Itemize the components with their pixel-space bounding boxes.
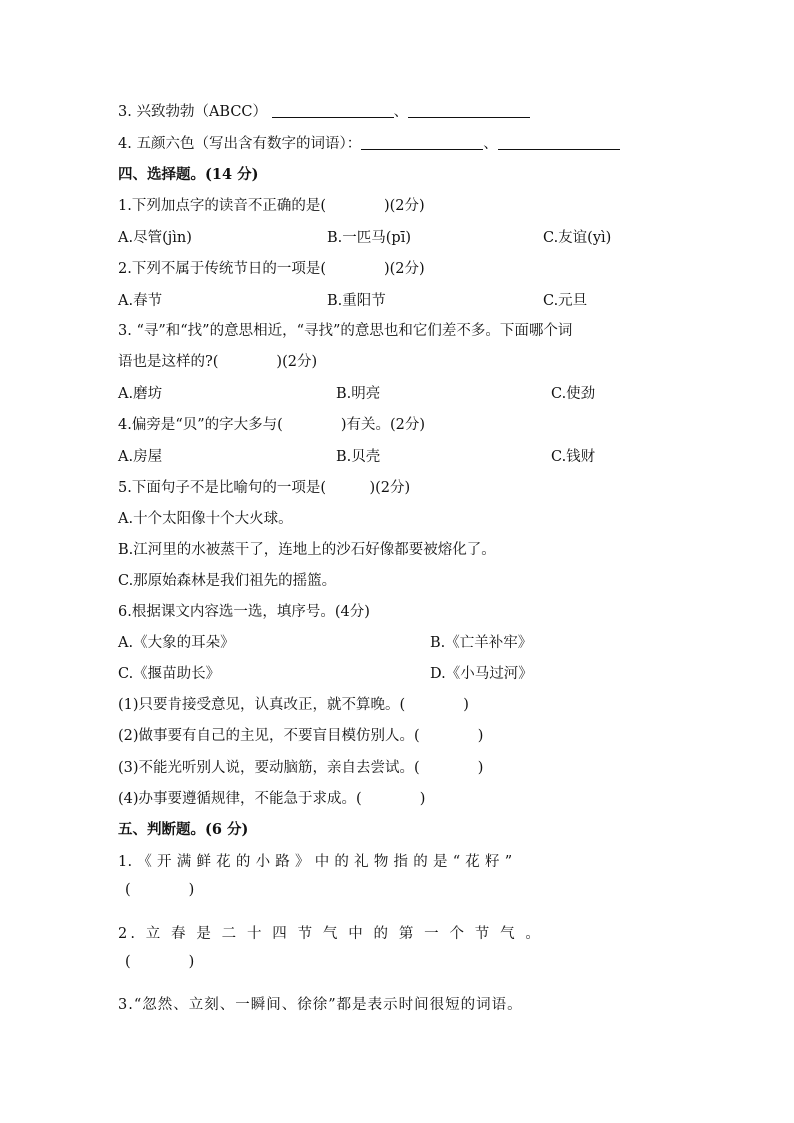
s4-q6-option-c: C.《揠苗助长》	[118, 666, 221, 682]
s4-q3-line-2: 语也是这样的?( )(2分)	[118, 354, 318, 370]
s4-q1-option-c[interactable]: C.友谊(yì)	[543, 230, 612, 246]
s3-q4-blank-1[interactable]	[361, 135, 483, 150]
s3-q4-sep: 、	[483, 136, 498, 152]
s4-q4-text: 4.偏旁是“贝”的字大多与( )有关。(2分)	[118, 417, 426, 433]
s3-q4	[118, 135, 620, 153]
s4-q2-option-b[interactable]: B.重阳节	[327, 293, 386, 309]
s4-q6-item-1[interactable]: (1)只要肯接受意见，认真改正，就不算晚。( )	[118, 697, 469, 713]
s4-q1-text: 1.下列加点字的读音不正确的是( )(2分)	[118, 198, 425, 214]
s4-q4-option-c[interactable]: C.钱财	[551, 449, 596, 465]
s4-q3-option-b[interactable]: B.明亮	[336, 386, 381, 402]
s3-q3-blank-1[interactable]	[272, 103, 394, 118]
s3-q3-sep: 、	[393, 104, 409, 120]
s4-q5-option-c[interactable]: C.那原始森林是我们祖先的摇篮。	[118, 573, 337, 589]
s3-q4-blank-2[interactable]	[498, 135, 620, 150]
s4-q2-text: 2.下列不属于传统节日的一项是( )(2分)	[118, 261, 425, 277]
s4-q6-item-2[interactable]: (2)做事要有自己的主见，不要盲目模仿别人。( )	[118, 728, 484, 744]
s4-q6-option-b: B.《亡羊补牢》	[430, 635, 533, 651]
s4-q4-option-b[interactable]: B.贝壳	[336, 449, 381, 465]
s4-q2-option-c[interactable]: C.元旦	[543, 293, 588, 309]
section-5-heading: 五、判断题。(6 分)	[118, 821, 249, 838]
s3-q3-prefix: 3. 兴致勃勃（ABCC）	[118, 104, 268, 120]
s4-q6-item-3[interactable]: (3)不能光听别人说，要动脑筋，亲自去尝试。( )	[118, 760, 484, 776]
s4-q5-text: 5.下面句子不是比喻句的一项是( )(2分)	[118, 480, 411, 496]
s3-q3	[118, 103, 530, 121]
s3-q3-blank-2[interactable]	[408, 103, 530, 118]
s4-q2-option-a[interactable]: A.春节	[118, 293, 163, 309]
s4-q3-line-1: 3. “寻”和“找”的意思相近，“寻找”的意思也和它们差不多。下面哪个词	[118, 323, 573, 339]
s4-q6-option-a: A.《大象的耳朵》	[118, 635, 235, 651]
section-4-heading: 四、选择题。(14 分)	[118, 166, 259, 183]
s4-q1-option-a[interactable]: A.尽管(jìn)	[118, 230, 192, 246]
s5-q3-text: 3.“忽然、立刻、一瞬间、徐徐”都是表示时间很短的词语。	[118, 997, 523, 1013]
s4-q5-option-a[interactable]: A.十个太阳像十个大火球。	[118, 511, 293, 527]
s5-q2-text: 2. 立 春 是 二 十 四 节 气 中 的 第 一 个 节 气 。	[118, 926, 543, 942]
s5-q2-answer[interactable]: ( )	[125, 954, 195, 970]
s4-q6-text: 6.根据课文内容选一选，填序号。(4分)	[118, 604, 370, 620]
s4-q3-option-c[interactable]: C.使劲	[551, 386, 596, 402]
s4-q6-option-d: D.《小马过河》	[430, 666, 533, 682]
s4-q4-option-a[interactable]: A.房屋	[118, 449, 163, 465]
s4-q1-option-b[interactable]: B.一匹马(pī)	[327, 230, 411, 246]
s5-q1-answer[interactable]: ( )	[125, 882, 195, 898]
s4-q6-item-4[interactable]: (4)办事要遵循规律，不能急于求成。( )	[118, 791, 426, 807]
s3-q4-prefix: 4. 五颜六色（写出含有数字的词语）：	[118, 136, 362, 152]
s4-q5-option-b[interactable]: B.江河里的水被蒸干了，连地上的沙石好像都要被熔化了。	[118, 542, 496, 558]
s5-q1-text: 1. 《 开 满 鲜 花 的 小 路 》 中 的 礼 物 指 的 是 “ 花 籽 ”	[118, 854, 513, 870]
s4-q3-option-a[interactable]: A.磨坊	[118, 386, 163, 402]
